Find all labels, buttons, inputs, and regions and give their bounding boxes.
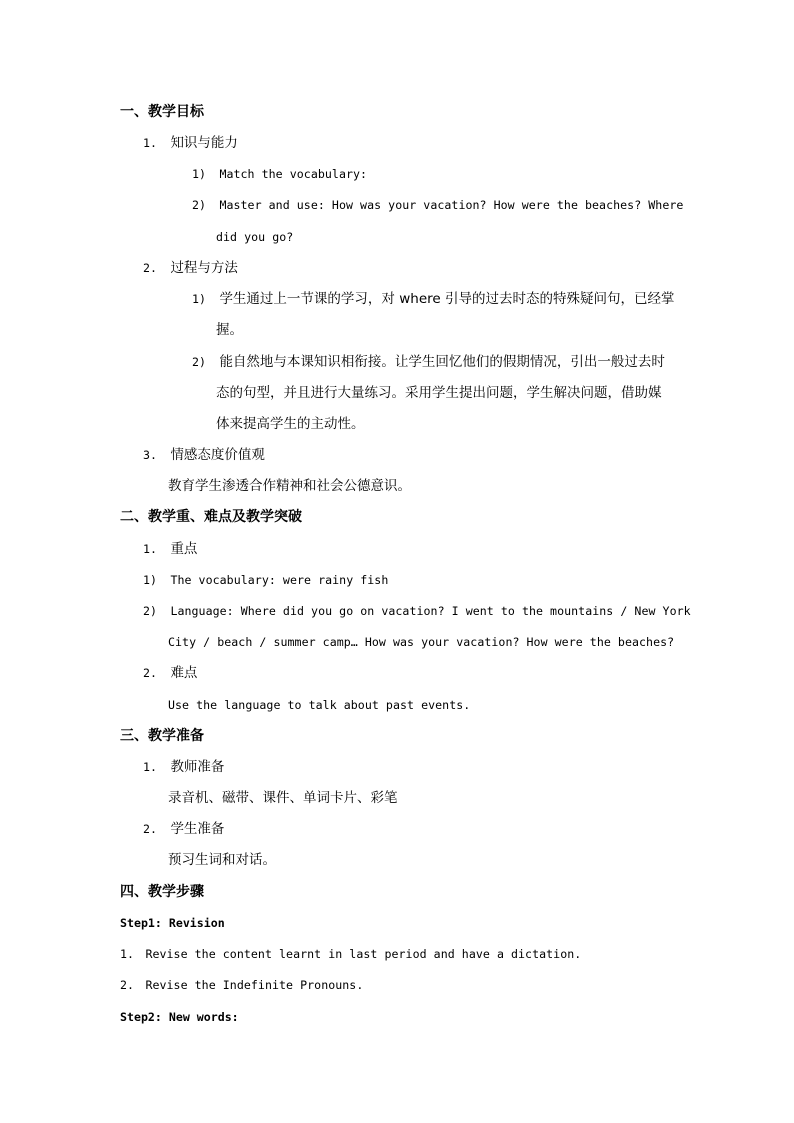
item-number: 2. [143,666,158,680]
item-text: Revise the Indefinite Pronouns. [145,978,364,992]
list-item [192,195,683,215]
list-item [143,258,238,278]
item-number: 1) [143,573,158,587]
item-number: 2) [143,604,158,618]
item-text: 学生通过上一节课的学习，对 where 引导的过去时态的特殊疑问句，已经掌 [219,291,675,307]
list-item [143,570,388,590]
step-heading: Step2: New words: [120,1010,239,1024]
section-3-title: 三、教学准备 [120,728,204,744]
item-number: 2. [143,822,158,836]
item-label: 知识与能力 [170,135,238,151]
item-number: 1) [192,167,207,181]
list-item [192,289,674,309]
item-number: 2) [192,198,207,212]
item-text: Language: Where did you go on vacation? I went to the mountains / New York [170,604,691,618]
list-item [192,352,665,372]
section-4-title: 四、教学步骤 [120,884,204,900]
item-text-continued: 握。 [216,322,243,338]
paragraph: 教育学生渗透合作精神和社会公德意识。 [168,478,411,494]
item-text: 能自然地与本课知识相衔接。让学生回忆他们的假期情况，引出一般过去时 [219,354,665,370]
list-item [143,445,265,465]
list-item [143,819,224,839]
item-label: 学生准备 [170,821,225,837]
item-number: 3. [143,448,158,462]
paragraph: 录音机、磁带、课件、单词卡片、彩笔 [168,790,398,806]
list-item [143,663,197,683]
step-heading: Step1: Revision [120,916,225,930]
item-text-continued: 态的句型，并且进行大量练习。采用学生提出问题，学生解决问题，借助媒 [216,385,662,401]
paragraph: 预习生词和对话。 [168,852,276,868]
item-text: Master and use: How was your vacation? How were the beaches? Where [219,198,684,212]
item-label: 重点 [170,541,198,557]
item-number: 2. [120,978,135,992]
list-item [143,601,691,621]
paragraph: Use the language to talk about past events. [168,698,471,712]
item-label: 教师准备 [170,759,225,775]
item-text: The vocabulary: were rainy fish [170,573,389,587]
item-label: 情感态度价值观 [170,447,265,463]
item-number: 2) [192,355,207,369]
section-1-title: 一、教学目标 [120,104,204,120]
list-item [120,975,363,995]
list-item [192,164,367,184]
section-2-title: 二、教学重、难点及教学突破 [120,509,302,525]
item-label: 难点 [170,665,198,681]
item-number: 1. [143,136,158,150]
item-text: Match the vocabulary: [219,167,368,181]
list-item [143,133,238,153]
item-number: 1) [192,292,207,306]
item-text-continued: 体来提高学生的主动性。 [216,416,365,432]
item-number: 2. [143,261,158,275]
list-item [120,944,581,964]
item-text-continued: did you go? [216,230,294,244]
list-item [143,539,197,559]
item-number: 1. [143,542,158,556]
item-text-continued: City / beach / summer camp… How was your vacation? How were the beaches? [168,635,675,649]
item-text: Revise the content learnt in last period and have a dictation. [145,947,582,961]
item-label: 过程与方法 [170,260,238,276]
item-number: 1. [120,947,135,961]
list-item [143,757,224,777]
item-number: 1. [143,760,158,774]
